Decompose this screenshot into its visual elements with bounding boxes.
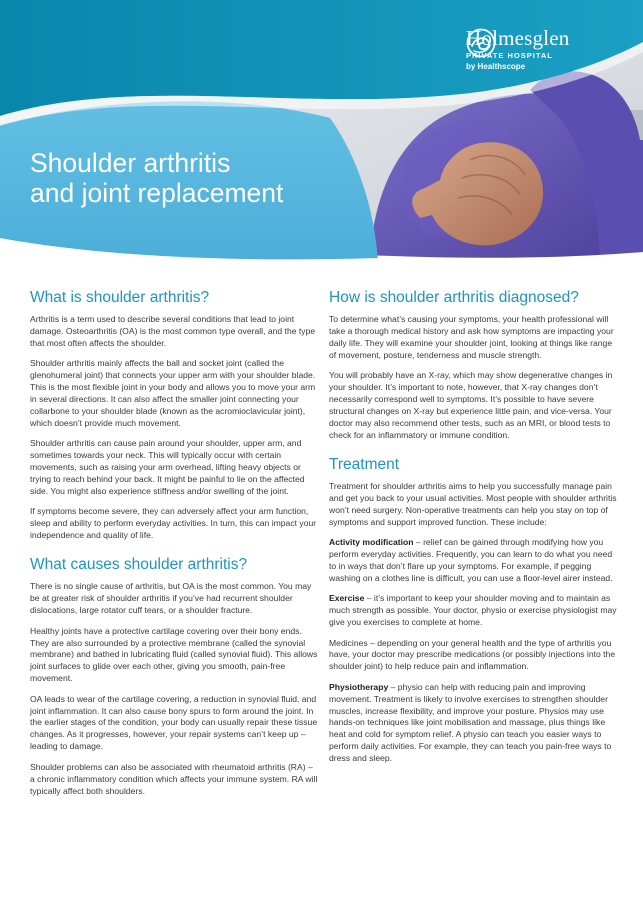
treatment-medicines: Medicines – depending on your general health and the type of arthritis you have, your doctor may prescribe medications (or possibly injections into the shoulder joint) to help reduce pain and inflammation. <box>329 637 616 672</box>
paragraph: You will probably have an X-ray, which may show degenerative changes in your shoulder. It’s important to note, however, that X-ray changes don’t necessarily correspond well to symptoms. It’s possible to have severe structural changes on X-ray but experience little pain, and vice-versa. Your doctor may also recommend other tests, such as an MRI, or blood tests to check for an inflammatory or immune condition. <box>329 370 613 440</box>
term: Physiotherapy <box>329 681 389 692</box>
paragraph: If symptoms become severe, they can adversely affect your arm function, sleep and ability to perform everyday activities. In turn, this can impact your independence and quality of life. <box>30 506 317 540</box>
term: Activity modification <box>329 537 414 548</box>
paragraph: Healthy joints have a protective cartilage covering over their bony ends. They are also surrounded by a protective membrane (called the synovial membrane) and bathed in lubricating fluid (called synovial fluid). This allows joint surfaces to glide over each other, giving you smooth, pain-free movement. <box>30 625 318 684</box>
description: – relief can be gained through modifying how you perform everyday activities. Frequently, you can learn to do what you need to in ways that don’t flare up your symptoms. For example, if pegging washing on a clothes line is difficult, you can use a floor-level airer instead. <box>329 537 613 583</box>
right-column <box>329 288 617 774</box>
brand-logo[interactable] <box>466 26 569 72</box>
paragraph: Shoulder arthritis mainly affects the ball and socket joint (called the glenohumeral joint) that connects your upper arm with your shoulder blade. This is the most flexible joint in your body and allows you to move your arm in several directions. It can also affect the smaller joint connecting your collarbone to your shoulder blade (known as the acromioclavicular joint), which doesn’t provide much movement. <box>30 358 316 428</box>
paragraph: To determine what’s causing your symptoms, your health professional will take a thorough medical history and ask how symptoms are impacting your daily life. They will examine your shoulder joint, looking at things like range of movement, posture, tenderness and muscle strength. <box>329 314 614 360</box>
section-heading-causes: What causes shoulder arthritis? <box>30 556 248 574</box>
page-title <box>30 148 283 208</box>
paragraph: Shoulder problems can also be associated with rheumatoid arthritis (RA) – a chronic inflammatory condition which affects your immune system. RA will typically affect both shoulders. <box>30 761 318 796</box>
title-line-2: and joint replacement <box>30 178 284 208</box>
title-line-1: Shoulder arthritis <box>30 148 231 178</box>
paragraph: Shoulder arthritis can cause pain around your shoulder, upper arm, and sometimes towards your neck. This will typically occur with certain movements, such as raising your arm overhead, lifting heavy objects or trying to reach behind your back. It might be painful to lie on the affected side. You might also experience stiffness and/or swelling of the joint. <box>30 438 305 496</box>
treatment-exercise <box>329 593 617 629</box>
left-column <box>30 288 318 806</box>
section-heading-what-is: What is shoulder arthritis? <box>30 289 210 306</box>
paragraph: Treatment for shoulder arthritis aims to help you successfully manage pain and get you back to your usual activities. Most people with shoulder arthritis won’t need surgery. Non-operative treatments can help you stay on top of symptoms and support improved function. These include: <box>329 481 617 527</box>
brand-subtitle: PRIVATE HOSPITAL <box>466 51 553 60</box>
section-heading-treatment: Treatment <box>329 456 400 474</box>
paragraph: OA leads to wear of the cartilage covering, a reduction in synovial fluid, and joint inflammation. It can also cause bony spurs to form around the joint. In the earlier stages of the condition, your body can usually repair these tissue changes. As it progresses, however, your repair systems can’t keep up – leading to damage. <box>30 693 318 752</box>
description: – it’s important to keep your shoulder moving and to maintain as much strength as possible. Your doctor, physio or exercise physiologist may give you exercises to complete at home. <box>329 593 617 628</box>
paragraph: There is no single cause of arthritis, but OA is the most common. You may be at greater risk of shoulder arthritis if you’ve had recurrent shoulder dislocations, large rotator cuff tears, or a shoulder fracture. <box>30 581 312 616</box>
treatment-activity-modification <box>329 537 617 585</box>
term: Exercise <box>329 593 365 604</box>
brand-by-line: by Healthscope <box>466 62 526 71</box>
treatment-physiotherapy <box>329 682 617 765</box>
paragraph: Arthritis is a term used to describe several conditions that lead to joint damage. Osteoarthritis (OA) is the most common type overall, and the type that most often affects the shoulder. <box>30 314 316 348</box>
brand-name: Holmesglen <box>466 26 570 50</box>
holmesglen-emblem-icon <box>466 28 496 58</box>
description: – physio can help with reducing pain and improving movement. Treatment is likely to involve exercises to strengthen shoulder muscles, increase flexibility, and improve your posture. Physios may use hands-on techniques like joint mobilisation and massage, plus things like heat and cold for symptom relief. A physio can teach you easier ways to perform daily activities. For example, they can teach you pain-free ways to dress and sleep. <box>329 681 612 764</box>
page-header <box>0 0 643 262</box>
section-heading-diagnosed: How is shoulder arthritis diagnosed? <box>329 289 579 306</box>
